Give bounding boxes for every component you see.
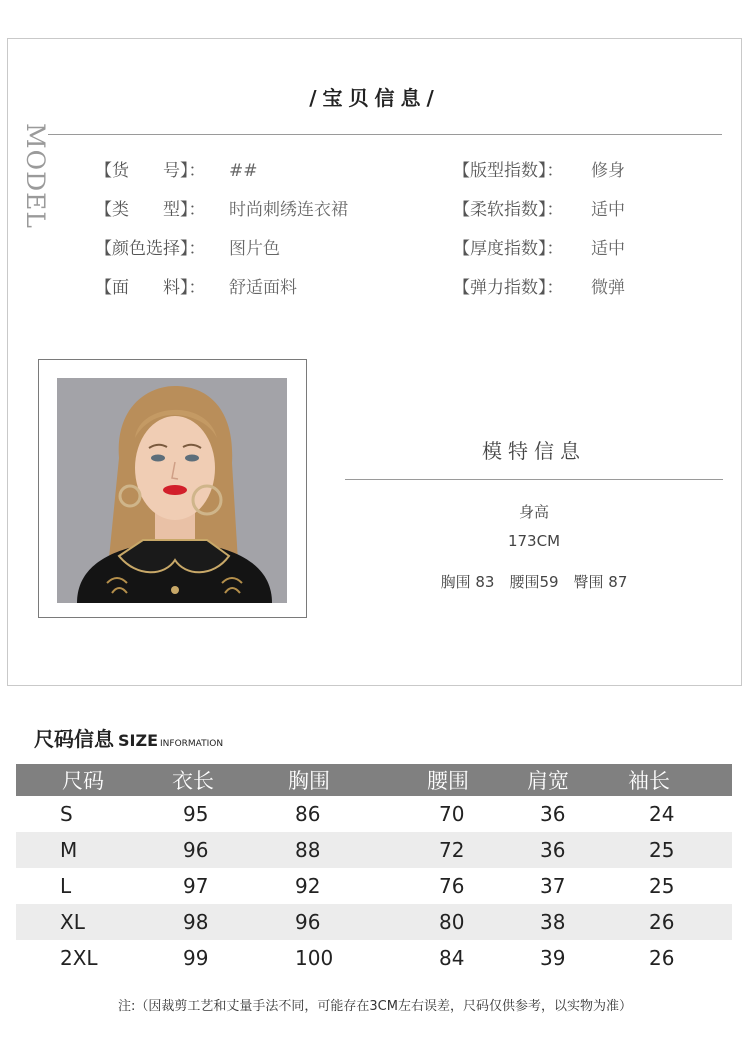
spec-value: 时尚刺绣连衣裙: [229, 200, 348, 220]
cell-shoulder: 38: [505, 904, 615, 940]
cell-bust: 88: [265, 832, 391, 868]
model-measurements: 胸围 83 腰围59 臀围 87: [440, 573, 628, 591]
model-height-label: 身高: [518, 503, 549, 521]
cell-sleeve: 26: [615, 904, 732, 940]
spec-label: 【颜色选择】：: [95, 239, 206, 259]
cell-length: 96: [150, 832, 265, 868]
spec-label: 【类 型】：: [95, 200, 206, 220]
cell-length: 95: [183, 802, 209, 826]
size-info-heading: [34, 723, 223, 752]
spec-color: [95, 234, 280, 259]
table-row: [16, 868, 732, 904]
size-title-zh: 尺码信息: [34, 727, 114, 751]
size-table: [16, 764, 732, 976]
cell-waist: 70: [439, 802, 465, 826]
model-height-value: 173CM: [507, 532, 561, 550]
cell-sleeve: 25: [649, 874, 675, 898]
cell-waist: 76: [439, 874, 465, 898]
size-table-header-row: [16, 764, 732, 796]
table-row: [16, 904, 732, 940]
table-row: [16, 940, 732, 976]
spec-fit: [453, 156, 625, 181]
spec-value: 舒适面料: [229, 278, 297, 298]
spec-value: 适中: [591, 200, 625, 220]
spec-label: 【弹力指数】：: [453, 278, 564, 298]
cell-shoulder: 36: [540, 802, 566, 826]
spec-value: 图片色: [229, 239, 280, 259]
cell-bust: 92: [295, 874, 321, 898]
cell-sleeve: 24: [649, 802, 675, 826]
cell-sleeve: 25: [615, 832, 732, 868]
header-sleeve: 袖长: [615, 764, 732, 796]
size-disclaimer-note: 注:（因裁剪工艺和丈量手法不同，可能存在3CM左右误差，尺码仅供参考，以实物为准）: [118, 999, 632, 1014]
header-size: 尺码: [16, 764, 150, 796]
product-info-title: /宝贝信息/: [309, 86, 440, 110]
spec-label: 【厚度指数】：: [453, 239, 564, 259]
cell-shoulder: 37: [540, 874, 566, 898]
spec-item-number: [95, 156, 258, 181]
model-vertical-label: MODEL: [22, 117, 48, 235]
cell-length: 99: [183, 946, 209, 970]
header-shoulder: 肩宽: [505, 764, 615, 796]
spec-value: 适中: [591, 239, 625, 259]
spec-fabric: [95, 273, 297, 298]
cell-length: 97: [183, 874, 209, 898]
model-photo: [57, 378, 287, 603]
spec-value: ##: [229, 161, 258, 181]
cell-size: 2XL: [60, 946, 98, 970]
spec-value: 修身: [591, 161, 625, 181]
cell-sleeve: 26: [649, 946, 675, 970]
cell-bust: 96: [265, 904, 391, 940]
cell-size: M: [16, 832, 150, 868]
cell-size: XL: [16, 904, 150, 940]
header-bust: 胸围: [265, 764, 391, 796]
spec-label: 【柔软指数】：: [453, 200, 564, 220]
cell-bust: 100: [295, 946, 334, 970]
cell-shoulder: 36: [505, 832, 615, 868]
spec-label: 【面 料】：: [95, 278, 206, 298]
model-portrait-illustration: [57, 378, 287, 603]
model-info-divider: [345, 479, 723, 480]
cell-bust: 86: [295, 802, 321, 826]
header-waist: 腰围: [391, 764, 505, 796]
header-length: 衣长: [150, 764, 265, 796]
table-row: [16, 832, 732, 868]
cell-shoulder: 39: [540, 946, 566, 970]
cell-waist: 72: [391, 832, 505, 868]
spec-thickness: [453, 234, 625, 259]
product-info-panel: [7, 38, 742, 686]
cell-waist: 84: [439, 946, 465, 970]
title-divider: [37, 134, 722, 135]
spec-value: 微弹: [591, 278, 625, 298]
model-info-title: 模特信息: [482, 439, 586, 463]
spec-label: 【版型指数】：: [453, 161, 564, 181]
spec-label: 【货 号】：: [95, 161, 206, 181]
size-title-en: SIZE: [118, 731, 159, 750]
cell-waist: 80: [391, 904, 505, 940]
cell-size: S: [60, 802, 73, 826]
cell-size: L: [60, 874, 72, 898]
table-row: [16, 796, 732, 832]
size-title-en-small: INFORMATION: [160, 739, 224, 749]
cell-length: 98: [150, 904, 265, 940]
spec-softness: [453, 195, 625, 220]
spec-elasticity: [453, 273, 625, 298]
spec-type: [95, 195, 348, 220]
